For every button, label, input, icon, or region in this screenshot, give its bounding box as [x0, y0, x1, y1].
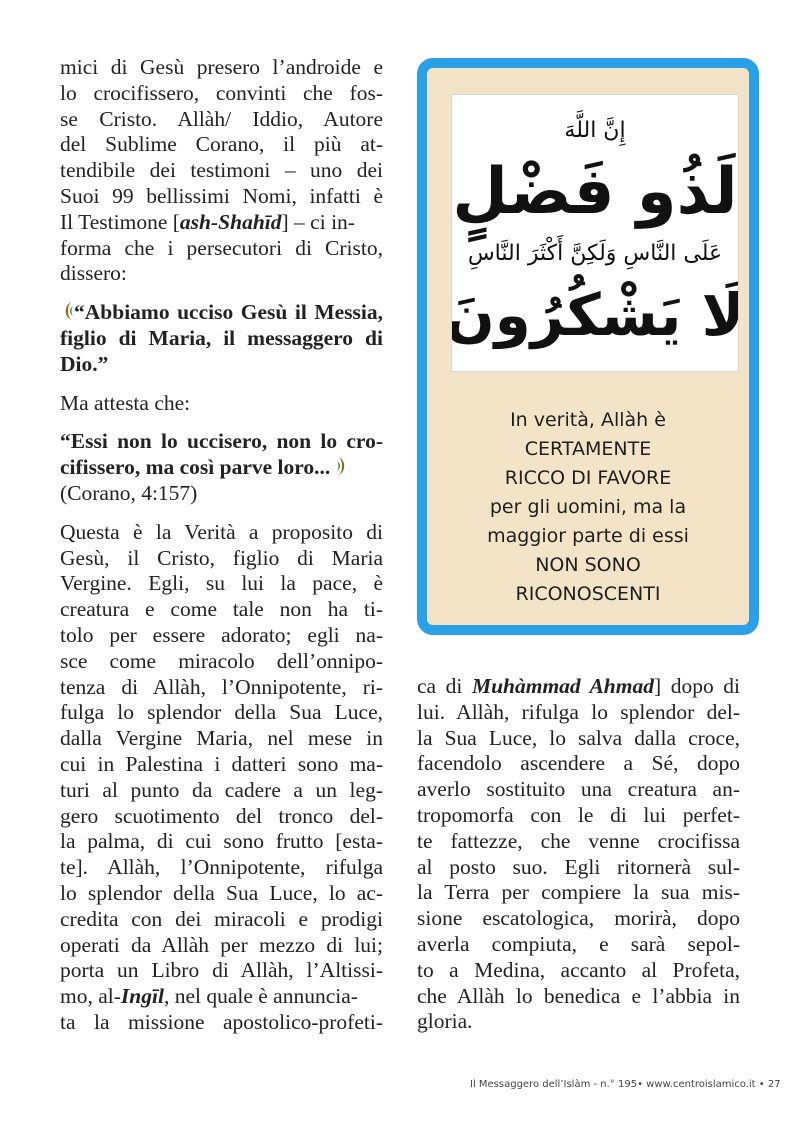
caption-line: RICONOSCENTI [515, 583, 661, 605]
text-line: cui in Palestina i datteri sono ma- [60, 751, 383, 776]
text-line: la palma, di cui sono frutto [esta- [60, 829, 383, 854]
text-line: mici di Gesù presero l’androide e [60, 55, 383, 79]
text-line: Dio.” [60, 351, 109, 376]
text-line: forma che i persecutori di Cristo, [60, 235, 383, 260]
calligraphy-art [452, 95, 738, 371]
text-line: tropomorfa con le di lui perfet- [417, 802, 740, 827]
page-number: 27 [767, 1079, 781, 1090]
text-line: facendolo ascendere a Sé, dopo [417, 751, 740, 776]
text-line: Il Testimone [ash-Shahīd] – ci in- [60, 209, 355, 234]
text-line: creatura e come tale non ha ti- [60, 597, 383, 622]
text-line: lo splendor della Sua Luce, lo ac- [60, 880, 383, 905]
text-line: dissero: [60, 261, 127, 286]
paragraph-4 [417, 674, 740, 1035]
text-line: figlio di Maria, il messaggero di [60, 325, 383, 350]
text-line: lo crocifissero, convinti che fos- [60, 80, 383, 105]
text-line: Questa è la Verità a proposito di [60, 519, 383, 544]
emphasis-term: Ingīl [120, 984, 164, 1009]
text-line: to a Medina, accanto al Profeta, [417, 957, 740, 982]
quote-card [417, 58, 759, 635]
quote-1 [60, 300, 383, 377]
text-line: credita con dei miracoli e prodigi [60, 906, 383, 931]
text-line: lui. Allàh, rifulga lo splendor del- [417, 699, 740, 724]
caption-line: maggior parte di essi [487, 525, 689, 547]
calligraphy-middle: عَلَى النَّاسِ وَلَكِنَّ أَكْثَرَ النَّاسِ [467, 241, 723, 266]
paragraph-1 [60, 55, 383, 287]
right-column [417, 674, 740, 1048]
text-line: ta la missione apostolico-profeti- [60, 1009, 383, 1034]
emphasis-term: Muhàmmad Ahmad [471, 674, 654, 698]
text-line: che Allàh lo benedica e l’abbia in [417, 983, 740, 1008]
website-link: www.centroislamico.it [646, 1079, 756, 1090]
text-line: la Terra per compiere la sua mis- [417, 880, 740, 905]
text-line: fulga lo splendor della Sua Luce, [60, 700, 383, 725]
text-line: Vergine. Egli, su lui la pace, è [60, 571, 383, 596]
page-footer [470, 1079, 781, 1090]
calligraphy-top: إِنَّ اللَّهَ [564, 118, 626, 143]
text-line: Suoi 99 bellissimi Nomi, infatti è [60, 183, 383, 208]
text-line: se Cristo. Allàh/ Iddio, Autore [60, 106, 383, 131]
calligraphy-bottom: لَا يَشْكُرُونَ [452, 281, 738, 349]
caption-line: CERTAMENTE [524, 438, 652, 460]
quote-close-ornament-icon [336, 455, 350, 477]
text-line: al posto suo. Egli ritornerà sul- [417, 854, 740, 879]
caption-line: In verità, Allàh è [510, 409, 666, 431]
text-line: porta un Libro di Allàh, l’Altissi- [60, 958, 383, 983]
text-line: mo, al-Ingīl, nel quale è annuncia- [60, 984, 358, 1009]
text-line: “Abbiamo ucciso Gesù il Messia, [60, 300, 383, 326]
text-line: tenza di Allàh, l’Onnipotente, ri- [60, 674, 383, 699]
text-line: sione escatologica, morirà, dopo [417, 906, 740, 931]
emphasis-term: ash-Shahīd [179, 209, 282, 234]
footer-bullet: • [637, 1079, 643, 1090]
text-line: Gesù, il Cristo, figlio di Maria [60, 545, 383, 570]
calligraphy-image [451, 94, 739, 372]
caption-line: per gli uomini, ma la [489, 496, 687, 518]
text-line: cifissero, ma così parve loro... [60, 455, 383, 481]
text-line: del Sublime Corano, il più at- [60, 132, 383, 157]
text-line: operati da Allàh per mezzo di lui; [60, 932, 383, 957]
text-line: tolo per essere adorato; egli na- [60, 622, 383, 647]
text-line: averlo sostituito una creatura an- [417, 777, 740, 802]
text-line: gero scuotimento del tronco del- [60, 803, 383, 828]
text-line: averla compiuta, e sarà sepol- [417, 931, 740, 956]
text-line: “Essi non lo uccisero, non lo cro- [60, 429, 383, 454]
caption-line: RICCO DI FAVORE [504, 467, 672, 489]
paragraph-2 [60, 391, 383, 417]
footer-bullet: • [758, 1079, 765, 1090]
text-line: Ma attesta che: [60, 390, 191, 415]
citation: (Corano, 4:157) [60, 480, 198, 505]
left-column [60, 55, 383, 1049]
paragraph-3 [60, 520, 383, 1036]
text-line: turi al punto da cadere a un leg- [60, 777, 383, 802]
text-line: sce come miracolo dell’onnipo- [60, 648, 383, 673]
text-line: ca di Muhàmmad Ahmad] dopo di [417, 674, 741, 698]
text-line: dalla Vergine Maria, nel mese in [60, 726, 383, 751]
magazine-title: Il Messaggero dell’Islàm - n.° 195 [470, 1079, 638, 1090]
caption-line: NON SONO [535, 554, 641, 576]
text-line: la Sua Luce, lo salva dalla croce, [417, 725, 740, 750]
quote-open-ornament-icon [60, 300, 74, 322]
calligraphy-main: لَذُو فَضْلٍ [452, 155, 738, 229]
quote-2-block [60, 429, 383, 506]
card-caption [437, 406, 739, 609]
text-line: te]. Allàh, l’Onnipotente, rifulga [60, 855, 383, 880]
text-line: gloria. [417, 1009, 473, 1034]
text-line: tendibile dei testimoni – uno dei [60, 158, 383, 183]
text-line: te fattezze, che venne crocifissa [417, 828, 740, 853]
